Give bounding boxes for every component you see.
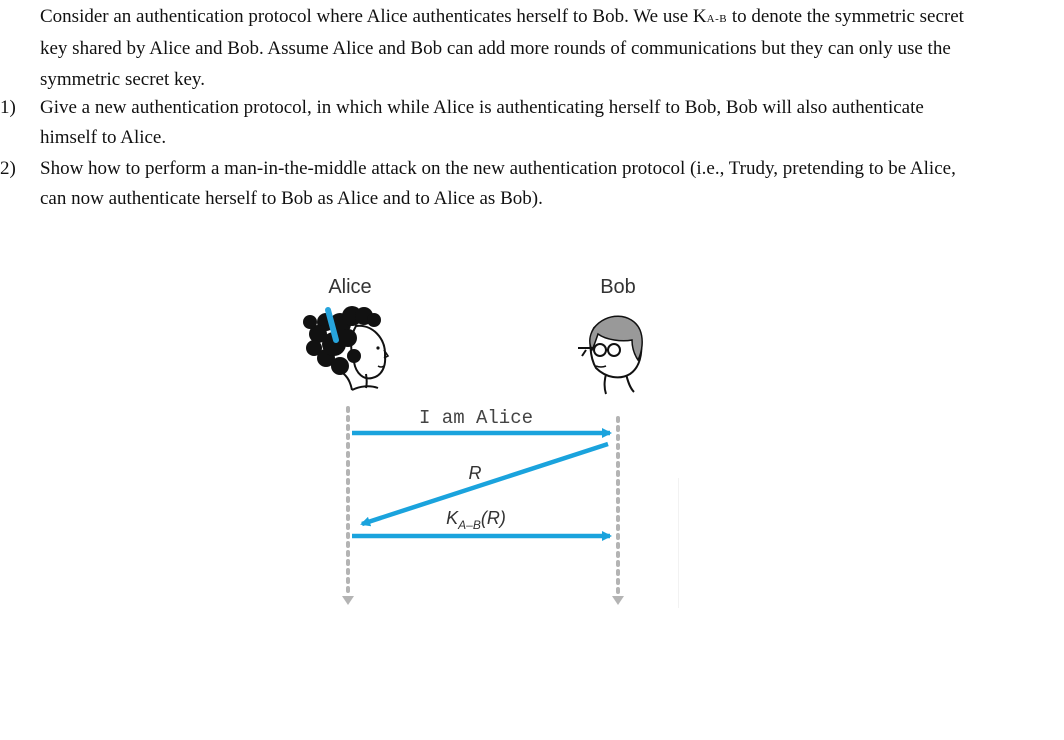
key-subscript: A-B — [706, 13, 728, 25]
intro-text-end: to denote the symmetric secret key shared by Alice and Bob. Assume Alice and Bob can add more rounds of communications but they can only use the symmetric secret key. — [40, 6, 964, 90]
bob-lifeline-arrowhead — [612, 596, 624, 605]
message-3-label: $K_{A-B}(R)$ — [446, 508, 506, 532]
item-text: Show how to perform a man-in-the-middle attack on the new authentication protocol (i.e., Trudy, pretending to be Alice, can now authenticate herself to Bob as Alice and to Alice as Bob). — [40, 158, 956, 210]
bob-label: Bob — [600, 276, 636, 298]
intro-text-start: Consider an authentication protocol where Alice authenticates herself to Bob. We use K — [40, 6, 707, 27]
item-text: Give a new authentication protocol, in which while Alice is authenticating herself to Bob, Bob will also authenticate himself to Alice. — [40, 97, 924, 149]
message-1-label: I am Alice — [418, 407, 534, 429]
message-2-label: R — [468, 463, 482, 483]
bob-figure-icon — [578, 316, 642, 394]
item-number: 1) — [0, 97, 16, 118]
diagram-edge-divider — [678, 478, 679, 608]
diagram-svg — [290, 262, 690, 612]
authentication-diagram — [290, 262, 690, 612]
alice-lifeline-arrowhead — [342, 596, 354, 605]
item-number: 2) — [0, 158, 16, 179]
alice-figure-icon — [303, 306, 388, 390]
alice-label: Alice — [328, 276, 372, 298]
intro-paragraph — [40, 2, 970, 95]
